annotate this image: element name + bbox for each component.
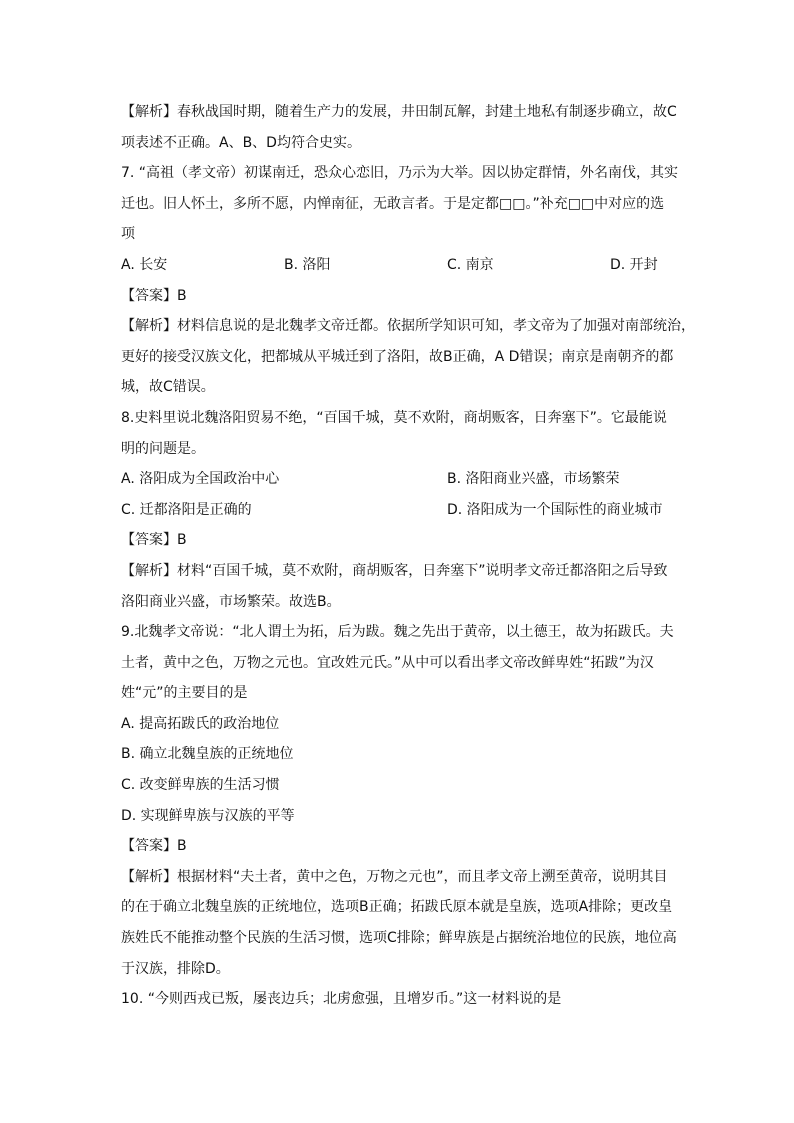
q8-option-c: C. 迁都洛阳是正确的	[121, 501, 252, 518]
q8-option-b: B. 洛阳商业兴盛，市场繁荣	[447, 471, 620, 488]
q7-option-b: B. 洛阳	[284, 256, 331, 273]
q9-analysis-line: 族姓氏不能推动整个民族的生活习惯，选项C排除；鲜卑族是占据统治地位的民族，地位高	[121, 930, 677, 947]
q10-stem-line: 10. “今则西戎已叛，屡丧边兵；北虏愈强，且增岁币。”这一材料说的是	[121, 991, 562, 1008]
q9-answer: 【答案】B	[121, 838, 187, 855]
q8-answer: 【答案】B	[121, 532, 187, 549]
q7-analysis-line: 更好的接受汉族文化，把都城从平城迁到了洛阳，故B正确，A D错误；南京是南朝齐的都	[121, 348, 674, 365]
q8-stem-line: 8.史料里说北魏洛阳贸易不绝，“百国千城，莫不欢附，商胡贩客，日奔塞下”。它最能说	[121, 409, 667, 426]
q9-stem-line: 9.北魏孝文帝说：“北人谓土为拓，后为跋。魏之先出于黄帝，以土德王，故为拓跋氏。夫	[121, 624, 674, 641]
q9-option-c: C. 改变鲜卑族的生活习惯	[121, 777, 280, 794]
q7-stem-line: 7. “高祖（孝文帝）初谋南迁，恐众心恋旧，乃示为大举。因以协定群情，外名南伐，其实	[121, 165, 679, 182]
q7-stem-line: 项	[121, 226, 135, 243]
q8-option-d: D. 洛阳成为一个国际性的商业城市	[447, 501, 663, 518]
q9-option-d: D. 实现鲜卑族与汉族的平等	[121, 807, 295, 824]
q8-options-row-1	[121, 464, 677, 495]
q7-stem-line: 迁也。旧人怀土，多所不愿，内惮南征，无敢言者。于是定都□□。”补充□□中对应的选	[121, 195, 665, 212]
document-body	[121, 97, 695, 1015]
q7-analysis-line: 城，故C错误。	[121, 379, 215, 396]
q9-analysis-line: 的在于确立北魏皇族的正统地位，选项B正确；拓跋氏原本就是皇族，选项A排除；更改皇	[121, 899, 673, 916]
q9-option-a: A. 提高拓跋氏的政治地位	[121, 715, 280, 732]
q6-analysis-line: 【解析】春秋战国时期，随着生产力的发展，井田制瓦解，封建土地私有制逐步确立，故C	[121, 104, 677, 120]
q8-options-row-2	[121, 495, 677, 526]
q8-stem-line: 明的问题是。	[121, 440, 205, 457]
q9-analysis-line: 于汉族，排除D。	[121, 960, 230, 977]
q7-options	[121, 250, 677, 281]
q7-analysis-line: 【解析】材料信息说的是北魏孝文帝迁都。依据所学知识可知，孝文帝为了加强对南部统治，	[121, 318, 695, 335]
q8-option-a: A. 洛阳成为全国政治中心	[121, 471, 280, 488]
q8-analysis-line: 【解析】材料“百国千城，莫不欢附，商胡贩客，日奔塞下”说明孝文帝迁都洛阳之后导致	[121, 562, 668, 579]
q9-stem-line: 土者，黄中之色，万物之元也。宜改姓元氏。”从中可以看出孝文帝改鲜卑姓“拓跋”为汉	[121, 654, 654, 671]
q6-analysis-line: 项表述不正确。A、B、D均符合史实。	[121, 134, 361, 151]
q7-option-c: C. 南京	[447, 256, 494, 273]
q8-analysis-line: 洛阳商业兴盛，市场繁荣。故选B。	[121, 593, 341, 610]
q7-option-a: A. 长安	[121, 256, 168, 273]
q9-stem-line: 姓“元”的主要目的是	[121, 685, 248, 702]
q7-option-d: D. 开封	[610, 256, 658, 273]
q9-option-b: B. 确立北魏皇族的正统地位	[121, 746, 294, 763]
q9-analysis-line: 【解析】根据材料“夫土者，黄中之色，万物之元也”，而且孝文帝上溯至黄帝，说明其目	[121, 868, 668, 885]
q7-answer: 【答案】B	[121, 287, 187, 304]
